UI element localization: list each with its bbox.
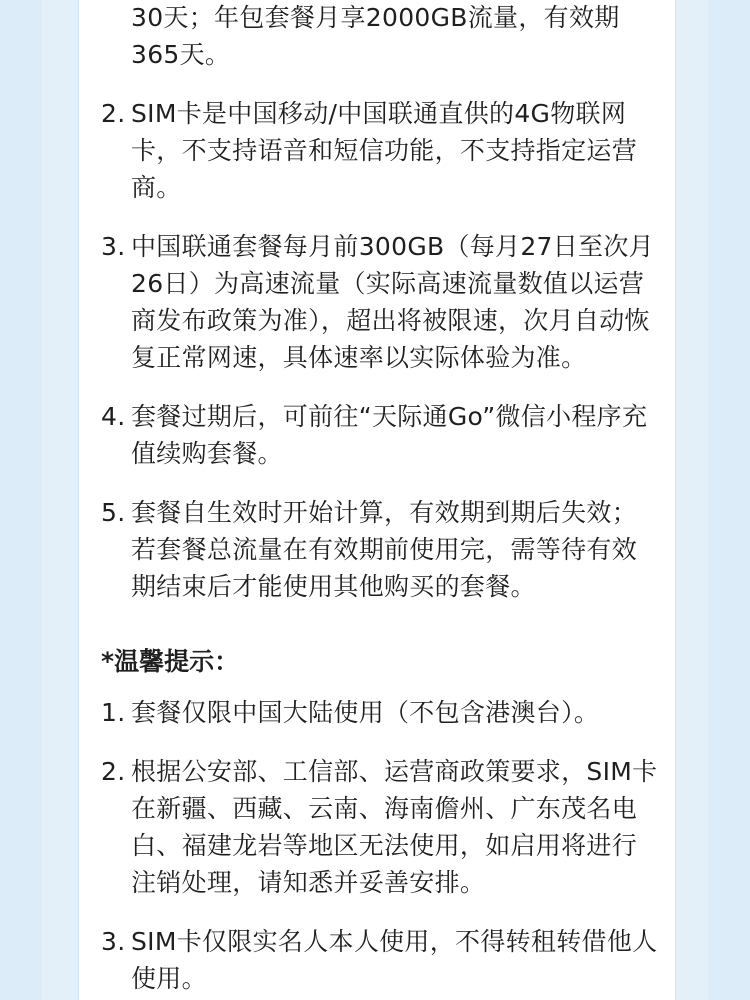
tip-text: 根据公安部、工信部、运营商政策要求，SIM卡在新疆、西藏、云南、海南儋州、广东茂名电白、福建龙岩等地区无法使用，如启用将进行注销处理，请知悉并妥善安排。	[131, 757, 658, 897]
terms-content	[101, 0, 661, 997]
tip-item	[101, 923, 661, 997]
tip-item	[101, 753, 661, 901]
list-item	[101, 95, 661, 206]
tip-text: SIM卡仅限实名人本人使用，不得转租转借他人使用。	[131, 927, 658, 993]
left-background-stripe	[0, 0, 42, 1000]
item-text: 30天；年包套餐月享2000GB流量，有效期365天。	[131, 3, 620, 69]
item-number: 3.	[101, 232, 126, 261]
item-number: 4.	[101, 402, 126, 431]
list-item	[101, 494, 661, 605]
terms-card	[78, 0, 676, 1000]
item-number: 2.	[101, 99, 126, 128]
list-item	[101, 0, 661, 73]
list-item	[101, 398, 661, 472]
item-text: SIM卡是中国移动/中国联通直供的4G物联网卡，不支持语音和短信功能，不支持指定运营商。	[131, 99, 638, 202]
item-number: 5.	[101, 498, 126, 527]
item-number	[101, 0, 131, 73]
tip-number: 2.	[101, 757, 126, 786]
tip-number: 1.	[101, 698, 126, 727]
list-item	[101, 228, 661, 376]
tip-text: 套餐仅限中国大陆使用（不包含港澳台）。	[131, 698, 600, 727]
item-text: 套餐自生效时开始计算，有效期到期后失效；若套餐总流量在有效期前使用完，需等待有效期结束后才能使用其他购买的套餐。	[131, 498, 638, 601]
right-background-stripe	[708, 0, 750, 1000]
item-text: 中国联通套餐每月前300GB（每月27日至次月26日）为高速流量（实际高速流量数值以运营商发布政策为准），超出将被限速，次月自动恢复正常网速，具体速率以实际体验为准。	[131, 232, 654, 372]
tips-heading: *温馨提示：	[101, 647, 240, 676]
tip-number: 3.	[101, 927, 126, 956]
item-text: 套餐过期后，可前往“天际通Go”微信小程序充值续购套餐。	[131, 402, 648, 468]
tip-item	[101, 694, 661, 731]
